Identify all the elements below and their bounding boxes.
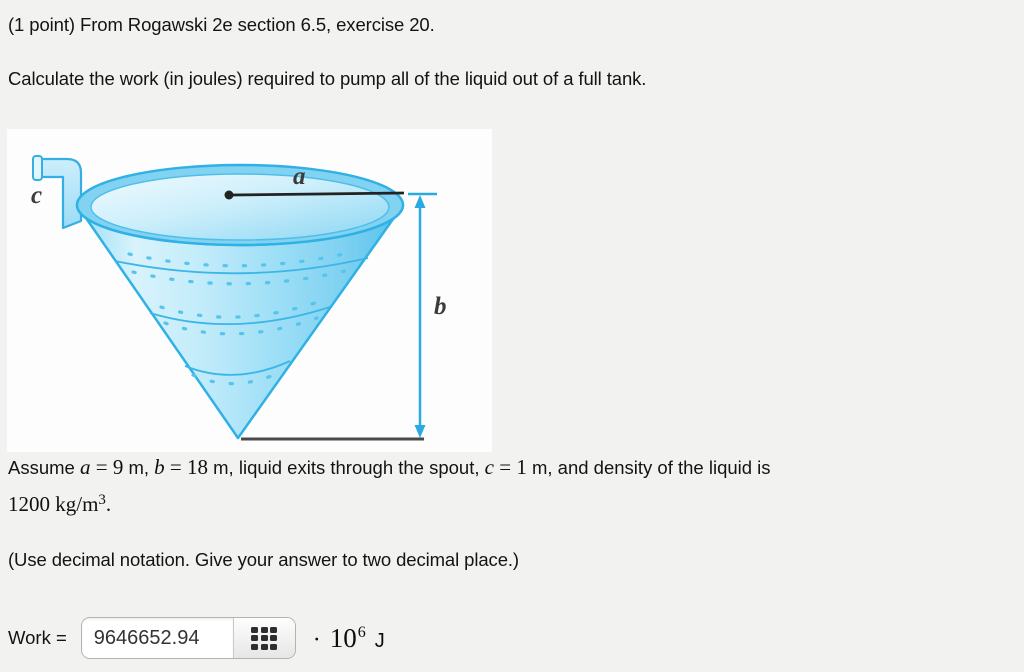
unit-after-c: m, (526, 457, 558, 478)
density-value: 1200 kg/m (8, 492, 99, 517)
multiplication-dot: · (312, 626, 321, 653)
equals-sign: = (90, 455, 113, 479)
unit-after-a: m, (123, 457, 155, 478)
radius-line (232, 193, 404, 195)
var-b: b (154, 455, 165, 479)
height-measure-line (408, 194, 437, 438)
assume-pre: Assume (8, 457, 80, 478)
keypad-icon (251, 627, 277, 650)
problem-points-line: (1 point) From Rogawski 2e section 6.5, exercise 20. (8, 14, 435, 35)
tank-figure-svg (7, 129, 492, 452)
equation-editor-button[interactable] (233, 618, 295, 658)
equals-sign: = (493, 455, 517, 479)
value-b: 18 (187, 455, 208, 479)
assume-mid: liquid exits through the spout, (238, 457, 485, 478)
answer-units (313, 623, 385, 654)
density-exponent: 3 (98, 492, 106, 508)
label-a: a (293, 163, 306, 190)
radius-dot (225, 191, 234, 200)
power-exponent: 6 (357, 623, 366, 641)
power-base: 10 (329, 622, 357, 653)
work-label: Work = (8, 627, 67, 648)
tank-figure (7, 129, 492, 452)
spout (37, 159, 81, 228)
liquid-surface (91, 174, 389, 240)
assumptions-paragraph (8, 451, 1016, 521)
answer-input-group (81, 617, 296, 659)
answer-row (8, 617, 385, 659)
work-answer-input[interactable] (82, 618, 233, 658)
format-instruction: (Use decimal notation. Give your answer to two decimal place.) (8, 549, 519, 570)
value-a: 9 (112, 455, 124, 479)
assume-tail: and density of the liquid is (557, 457, 771, 478)
label-b: b (434, 293, 447, 320)
problem-prompt: Calculate the work (in joules) required to pump all of the liquid out of a full tank. (8, 68, 647, 89)
unit-after-b: m, (208, 457, 239, 478)
label-c: c (31, 182, 43, 209)
density-period: . (105, 492, 112, 517)
joules-unit: J (374, 629, 385, 652)
var-c: c (484, 455, 494, 479)
spout-cap (33, 156, 42, 180)
equals-sign: = (164, 455, 187, 479)
value-c: 1 (516, 455, 527, 479)
var-a: a (79, 455, 91, 479)
